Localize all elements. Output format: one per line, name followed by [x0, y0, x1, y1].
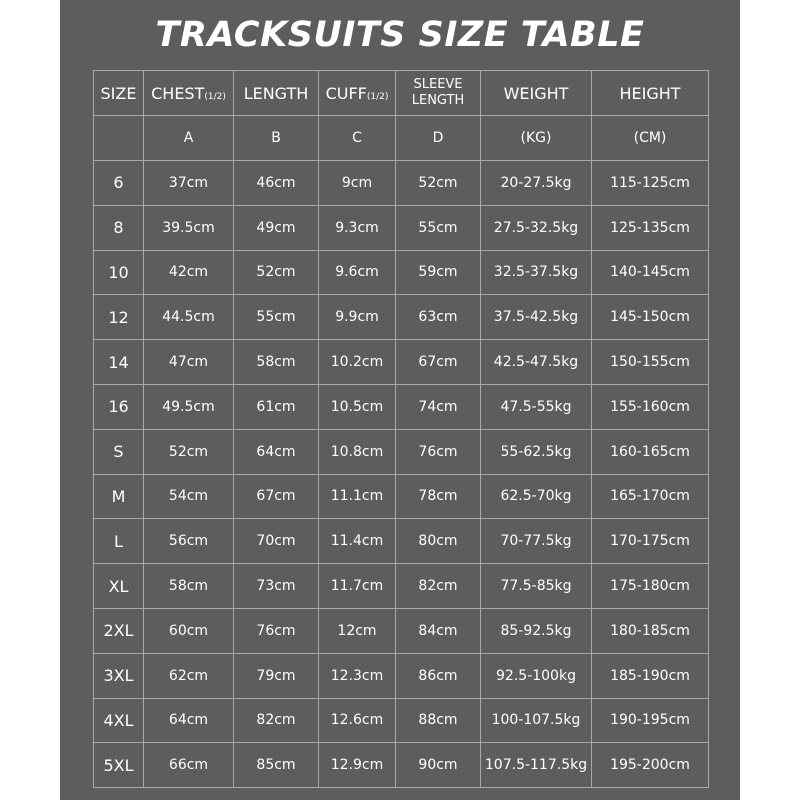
size-cell: 10: [94, 250, 144, 295]
size-cell: L: [94, 519, 144, 564]
table-cell: 46cm: [234, 161, 319, 206]
size-cell: 14: [94, 340, 144, 385]
table-cell: 145-150cm: [592, 295, 709, 340]
table-cell: 67cm: [234, 474, 319, 519]
table-cell: 79cm: [234, 653, 319, 698]
table-cell: 107.5-117.5kg: [481, 743, 592, 788]
table-cell: 58cm: [144, 564, 234, 609]
table-cell: 92.5-100kg: [481, 653, 592, 698]
table-cell: 52cm: [144, 429, 234, 474]
table-cell: 77.5-85kg: [481, 564, 592, 609]
page-title: TRACKSUITS SIZE TABLE: [155, 15, 645, 55]
table-cell: 67cm: [396, 340, 481, 385]
table-cell: 11.4cm: [319, 519, 396, 564]
table-cell: 180-185cm: [592, 608, 709, 653]
table-cell: 60cm: [144, 608, 234, 653]
table-cell: 85cm: [234, 743, 319, 788]
table-cell: 165-170cm: [592, 474, 709, 519]
size-cell: 4XL: [94, 698, 144, 743]
header-sleeve-line1: SLEEVE: [413, 77, 463, 92]
table-cell: 73cm: [234, 564, 319, 609]
table-cell: 11.7cm: [319, 564, 396, 609]
table-cell: 44.5cm: [144, 295, 234, 340]
header-cuff-label: CUFF: [325, 83, 367, 103]
table-cell: 59cm: [396, 250, 481, 295]
size-cell: 3XL: [94, 653, 144, 698]
table-cell: 32.5-37.5kg: [481, 250, 592, 295]
table-cell: 56cm: [144, 519, 234, 564]
subheader-cell: D: [396, 116, 481, 161]
table-cell: 125-135cm: [592, 205, 709, 250]
table-cell: 170-175cm: [592, 519, 709, 564]
table-cell: 54cm: [144, 474, 234, 519]
table-row: [94, 295, 709, 340]
table-cell: 80cm: [396, 519, 481, 564]
table-cell: 12.3cm: [319, 653, 396, 698]
table-cell: 63cm: [396, 295, 481, 340]
size-cell: M: [94, 474, 144, 519]
header-weight: WEIGHT: [481, 71, 592, 116]
table-cell: 9.9cm: [319, 295, 396, 340]
table-cell: 140-145cm: [592, 250, 709, 295]
header-chest-note: (1/2): [204, 91, 226, 102]
header-cuff: [319, 71, 396, 116]
table-cell: 74cm: [396, 384, 481, 429]
table-cell: 58cm: [234, 340, 319, 385]
table-cell: 150-155cm: [592, 340, 709, 385]
table-cell: 61cm: [234, 384, 319, 429]
table-row: [94, 205, 709, 250]
table-cell: 42cm: [144, 250, 234, 295]
table-cell: 37.5-42.5kg: [481, 295, 592, 340]
table-cell: 86cm: [396, 653, 481, 698]
table-cell: 175-180cm: [592, 564, 709, 609]
table-cell: 12.6cm: [319, 698, 396, 743]
table-cell: 64cm: [234, 429, 319, 474]
table-cell: 10.8cm: [319, 429, 396, 474]
table-cell: 55-62.5kg: [481, 429, 592, 474]
table-cell: 49.5cm: [144, 384, 234, 429]
table-row: [94, 384, 709, 429]
size-chart-panel: [60, 0, 740, 800]
table-row: [94, 161, 709, 206]
size-cell: 5XL: [94, 743, 144, 788]
table-cell: 76cm: [234, 608, 319, 653]
table-cell: 47.5-55kg: [481, 384, 592, 429]
table-cell: 82cm: [234, 698, 319, 743]
table-cell: 47cm: [144, 340, 234, 385]
table-cell: 37cm: [144, 161, 234, 206]
subheader-cell: B: [234, 116, 319, 161]
table-row: [94, 474, 709, 519]
header-row: [94, 71, 709, 116]
header-cuff-note: (1/2): [366, 91, 389, 102]
table-cell: 10.5cm: [319, 384, 396, 429]
table-cell: 84cm: [396, 608, 481, 653]
subheader-cell: (KG): [481, 116, 592, 161]
table-cell: 55cm: [234, 295, 319, 340]
table-cell: 70cm: [234, 519, 319, 564]
table-cell: 100-107.5kg: [481, 698, 592, 743]
table-cell: 155-160cm: [592, 384, 709, 429]
table-cell: 12cm: [319, 608, 396, 653]
table-cell: 49cm: [234, 205, 319, 250]
table-cell: 55cm: [396, 205, 481, 250]
table-cell: 70-77.5kg: [481, 519, 592, 564]
table-cell: 85-92.5kg: [481, 608, 592, 653]
table-cell: 42.5-47.5kg: [481, 340, 592, 385]
size-cell: 2XL: [94, 608, 144, 653]
size-cell: 6: [94, 161, 144, 206]
table-row: [94, 608, 709, 653]
table-cell: 88cm: [396, 698, 481, 743]
table-cell: 185-190cm: [592, 653, 709, 698]
subheader-cell: [94, 116, 144, 161]
table-cell: 20-27.5kg: [481, 161, 592, 206]
header-size: SIZE: [94, 71, 144, 116]
table-cell: 82cm: [396, 564, 481, 609]
table-cell: 78cm: [396, 474, 481, 519]
table-cell: 9cm: [319, 161, 396, 206]
size-cell: 8: [94, 205, 144, 250]
table-cell: 52cm: [396, 161, 481, 206]
table-row: [94, 743, 709, 788]
size-cell: XL: [94, 564, 144, 609]
table-cell: 66cm: [144, 743, 234, 788]
header-length: LENGTH: [234, 71, 319, 116]
header-chest-label: CHEST: [151, 83, 205, 103]
table-cell: 9.6cm: [319, 250, 396, 295]
table-cell: 52cm: [234, 250, 319, 295]
table-cell: 39.5cm: [144, 205, 234, 250]
table-cell: 62.5-70kg: [481, 474, 592, 519]
table-cell: 11.1cm: [319, 474, 396, 519]
size-cell: S: [94, 429, 144, 474]
size-table: [93, 70, 709, 788]
table-row: [94, 340, 709, 385]
subheader-cell: (CM): [592, 116, 709, 161]
table-cell: 190-195cm: [592, 698, 709, 743]
subheader-cell: A: [144, 116, 234, 161]
table-row: [94, 519, 709, 564]
header-chest: [144, 71, 234, 116]
table-cell: 115-125cm: [592, 161, 709, 206]
size-cell: 12: [94, 295, 144, 340]
table-cell: 62cm: [144, 653, 234, 698]
header-sleeve-line2: LENGTH: [411, 93, 465, 108]
table-cell: 64cm: [144, 698, 234, 743]
table-row: [94, 250, 709, 295]
table-cell: 76cm: [396, 429, 481, 474]
table-cell: 195-200cm: [592, 743, 709, 788]
subheader-row: [94, 116, 709, 161]
header-sleeve-length: [396, 71, 481, 116]
size-cell: 16: [94, 384, 144, 429]
table-cell: 10.2cm: [319, 340, 396, 385]
table-cell: 90cm: [396, 743, 481, 788]
table-cell: 27.5-32.5kg: [481, 205, 592, 250]
table-cell: 12.9cm: [319, 743, 396, 788]
table-row: [94, 564, 709, 609]
header-height: HEIGHT: [592, 71, 709, 116]
table-row: [94, 429, 709, 474]
table-row: [94, 698, 709, 743]
table-row: [94, 653, 709, 698]
table-cell: 160-165cm: [592, 429, 709, 474]
table-cell: 9.3cm: [319, 205, 396, 250]
subheader-cell: C: [319, 116, 396, 161]
